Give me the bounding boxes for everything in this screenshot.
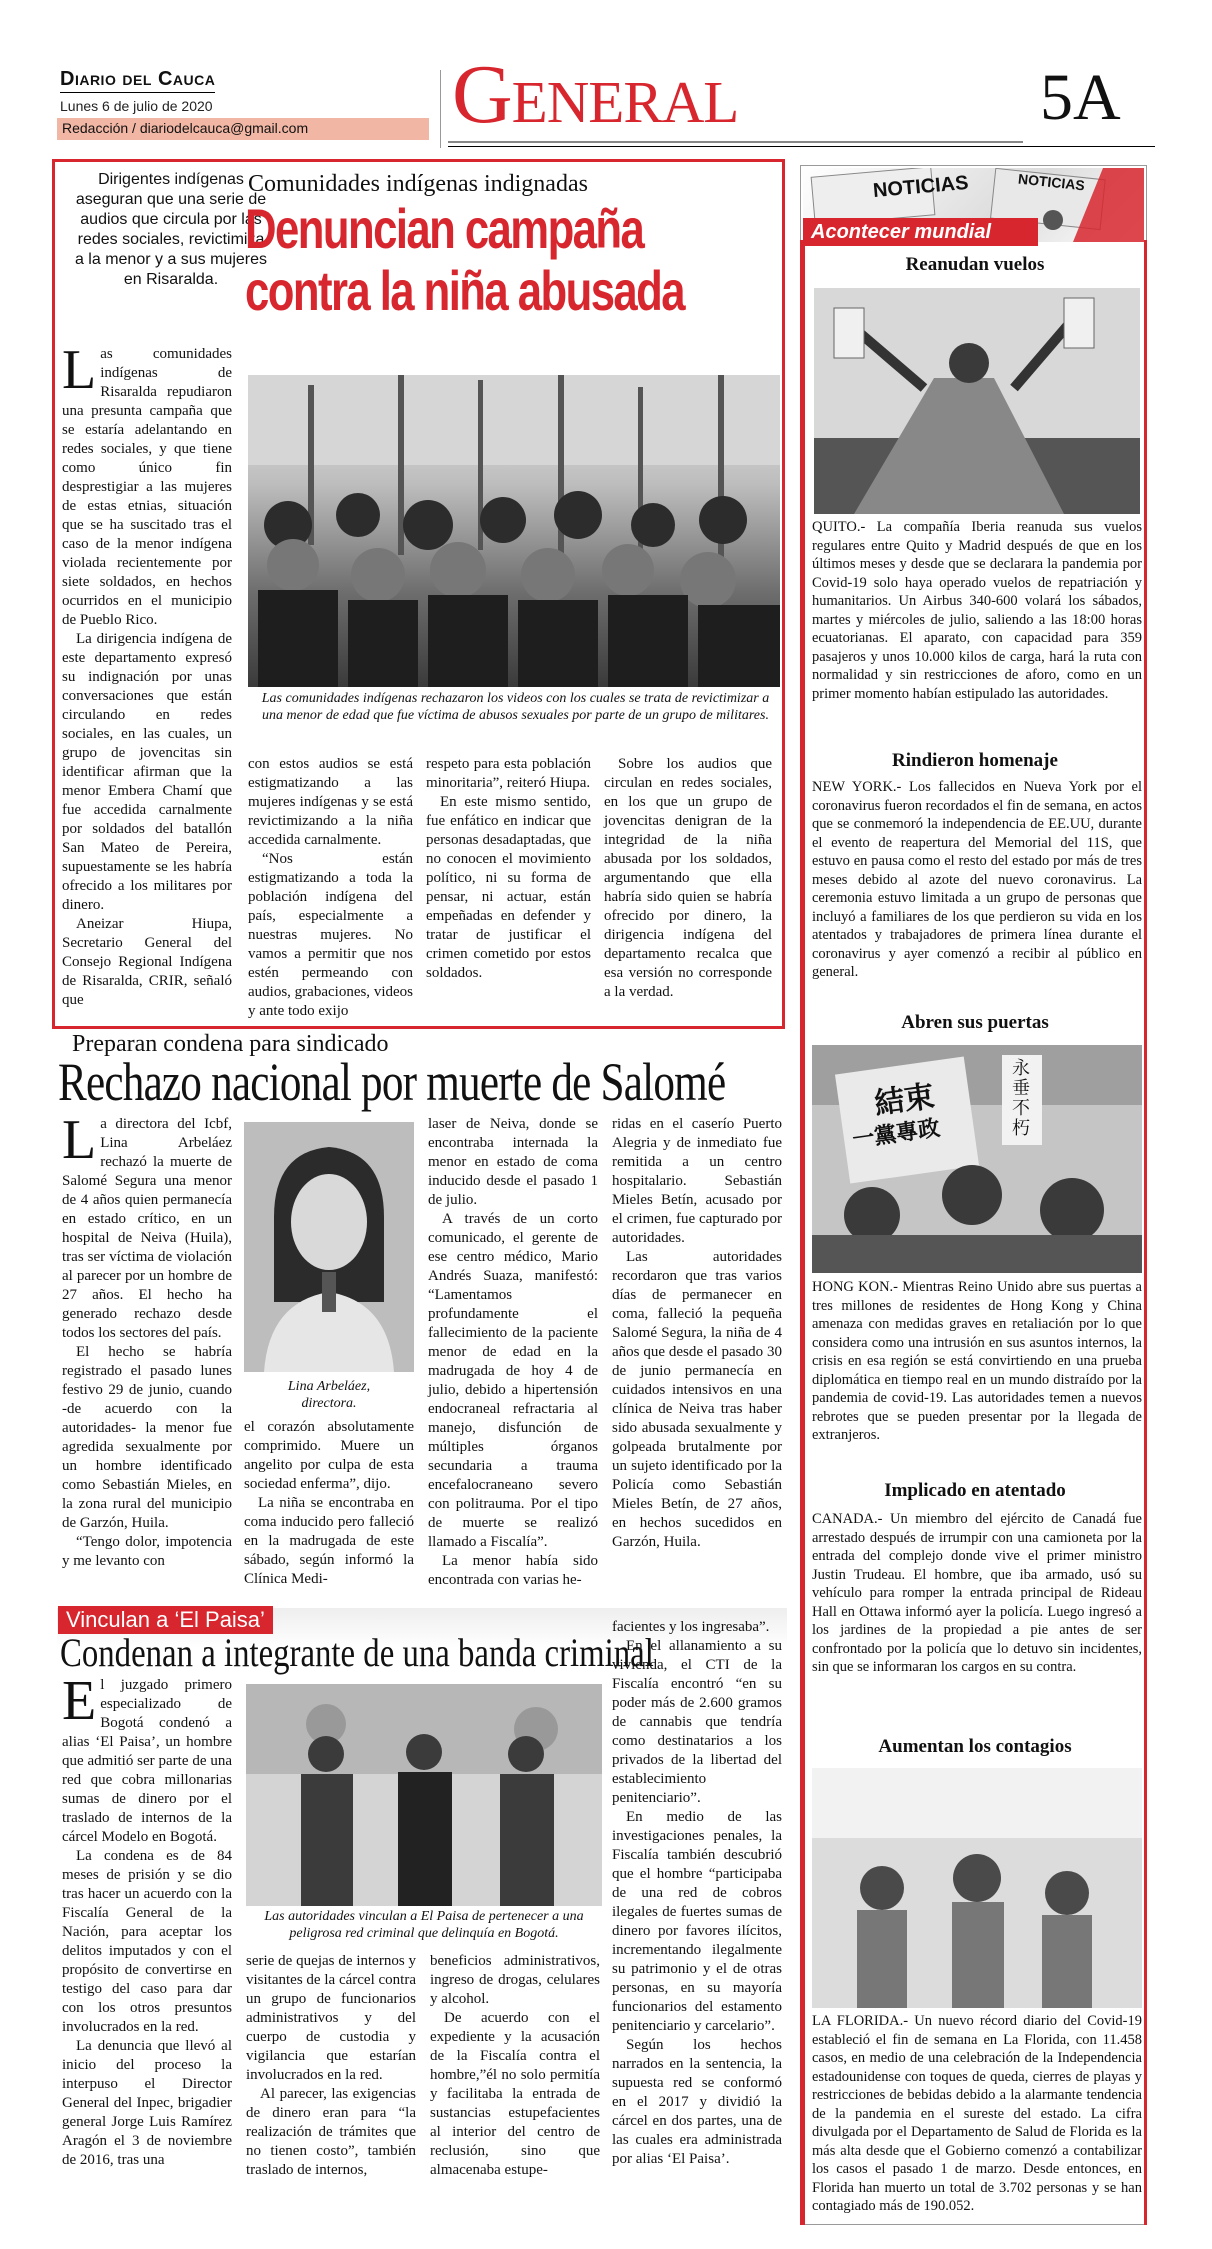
story3-col2-p1: serie de quejas de internos y visitantes de la cárcel contra un grupo de funcionarios administrativos y del cuerpo de custodia y vigilancia que estarían involucrados en la red.	[246, 1953, 416, 2083]
story1-col2-p1: con estos audios se está estigmatizando a las mujeres indígenas y se está revictimizando a la niña accedida carnalmente.	[248, 756, 413, 848]
story1-col2-p2: “Nos están estigmatizando a toda la población indígena del país, especialmente a nuestras mujeres. No vamos a permitir que nos estén permeando con audios, grabaciones, videos y ante todo exijo	[248, 851, 413, 1019]
story2-headline: Rechazo nacional por muerte de Salomé	[58, 1052, 726, 1112]
story2-caption	[244, 1378, 414, 1412]
story1-col4	[604, 755, 772, 1002]
story3-col4-p1: facientes y los ingresaba”.	[612, 1619, 770, 1635]
story1-col2	[248, 755, 413, 1021]
brief-title-3: Abren sus puertas	[901, 1012, 1049, 1033]
story2-col1-p1: La directora del Icbf, Lina Arbeláez rechazó la muerte de Salomé Segura una menor de 4 años quien permanecía en estado crítico, en un hospital de Neiva (Huila), tras ser víctima de violación al parecer por un hombre de 27 años. El hecho ha generado rechazo desde todos los sectores del país.	[62, 1109, 232, 1341]
brief-title-5: Aumentan los contagios	[878, 1736, 1072, 1757]
story2-col4-p1: ridas en el caserío Puerto Alegria y de inmediato fue remitida a un centro hospitalario. Sebastián Mieles Betín, acusado por el crimen, fue capturado por autoridades.	[612, 1116, 782, 1246]
protest-crowd-svg	[248, 375, 780, 687]
story2-col2-p1: el corazón absolutamente comprimido. Muere un angelito por culpa de esta sociedad enferma”, dijo.	[244, 1419, 414, 1492]
story1-col1-p3: Aneizar Hiupa, Secretario General del Consejo Regional Indígena de Risaralda, CRIR, señaló que	[62, 916, 232, 1008]
masthead-logo	[60, 68, 215, 93]
story3-col3-p2: De acuerdo con el expediente y la acusación de la Fiscalía contra el hombre,”él no solo permitía y facilitaba la entrada de sustancias estupefacientes al interior del centro de reclusión, sino que almacenaba estupe-	[430, 2010, 600, 2178]
story3-col1	[62, 1670, 232, 2170]
story2-col3-p3: La menor había sido encontrada con varias he-	[428, 1553, 598, 1588]
story3-col4	[612, 1618, 782, 2169]
story3-caption: Las autoridades vinculan a El Paisa de pertenecer a una peligrosa red criminal que delinquía en Bogotá.	[264, 1909, 584, 1941]
story1-col3	[426, 755, 591, 983]
story1-caption: Las comunidades indígenas rechazaron los videos con los cuales se trata de revictimizar a una menor de edad que fue víctima de abusos sexuales por parte de un grupo de militares.	[261, 691, 770, 723]
indigenous-protest-photo	[248, 375, 780, 687]
headline-line-2: contra la niña abusada	[245, 259, 685, 322]
story3-tag: Vinculan a ‘El Paisa’	[58, 1606, 273, 1634]
flight-svg	[814, 288, 1140, 514]
brief-body-1: QUITO.- La compañía Iberia reanuda sus vuelos regulares entre Quito y Madrid después de que en los últimos meses y desde que se declarara la pandemia por Covid-19 solo haya operado vuelos de repatriación y humanitarios. Un Airbus 340-600 volará los sábados, martes y miércoles de julio, saliendo a las 18:00 horas ecuatorianas. El aparato, con capacidad para 359 pasajeros y unos 10.000 kilos de carga, hará la ruta con normalidad y sin restricciones de aforo, como en un primer momento habían estipulado las autoridades.	[812, 519, 1142, 702]
caption-name: Lina Arbeláez,	[287, 1379, 371, 1394]
story1-lede: Dirigentes indígenas aseguran que una serie de audios que circula por las redes sociales, revictimiza a la menor y a sus mujeres en Risaralda.	[74, 171, 268, 288]
story1-col3-p1: respeto para esta población minoritaria”, reiteró Hiupa.	[426, 756, 591, 791]
brief-body-3: HONG KON.- Mientras Reino Unido abre sus puertas a tres millones de residentes de Hong Kong y China amenaza con medidas graves en retaliación por lo que considera como una intrusión en sus asuntos internos, la crisis en esa región se está convirtiendo en una prueba diplomática en tiempo real en un mundo distraído por la pandemia de covid-19. Las autoridades temen a nuevos rebrotes que se pueden presentar por la llegada de extranjeros.	[812, 1279, 1142, 1443]
florida-crowd-photo	[812, 1768, 1142, 2008]
header-divider	[440, 70, 441, 148]
story2-col2-p2: La niña se encontraba en coma inducido pero falleció en la madrugada de este sábado, según informó la Clínica Medi-	[244, 1495, 414, 1587]
story3-col1-p1: El juzgado primero especializado de Bogotá condenó a alias ‘El Paisa’, un hombre que admitió ser parte de una red que cobra millonarias sumas de dinero por el traslado de internos de la cárcel Modelo en Bogotá.	[62, 1670, 232, 1845]
story2-col4-p2: Las autoridades recordaron que tras varios días de permanecer en coma, falleció la pequeña Salomé Segura, la niña de 4 años que desde el pasado 30 de junio permanecía en cuidados intensivos en una clínica de Neiva tras haber sido abusada sexualmente y golpeada brutalmente por un sujeto identificado por la Policía como Sebastián Mieles Betín, de 27 años, en hechos sucedidos en Garzón, Huila.	[612, 1249, 782, 1550]
hk-sign-3: 永垂不朽	[1012, 1058, 1030, 1139]
paper-name: Diario del Cauca	[60, 68, 216, 90]
brief-title-2: Rindieron homenaje	[892, 750, 1058, 771]
story2-col1-p2: El hecho se habría registrado el pasado lunes festivo 29 de junio, cuando -de acuerdo con la autoridades- la menor fue agredida sexualmente por un hombre identificado como Sebastián Mieles, en la zona rural del municipio de Garzón, Huila.	[62, 1344, 232, 1531]
lina-arbelaez-portrait	[244, 1122, 414, 1372]
sidebar-accent	[800, 240, 805, 2225]
brief-title-4: Implicado en atentado	[884, 1480, 1066, 1501]
sign-noticias-2: NOTICIAS	[1017, 170, 1086, 194]
issue-date: Lunes 6 de julio de 2020	[60, 98, 213, 114]
story3-col1-p2: La condena es de 84 meses de prisión y se dio tras hacer un acuerdo con la Fiscalía General de la Nación, para aceptar los delitos imputados y con el propósito de convertirse en testigo del caso para dar con los otros presuntos involucrados en la red.	[62, 1848, 232, 2035]
story2-col1-p3: “Tengo dolor, impotencia y me levanto con	[62, 1534, 232, 1569]
story3-col3	[430, 1952, 600, 2180]
section-title: General	[452, 48, 739, 141]
hk-sign-1: 結束	[872, 1078, 937, 1122]
iberia-flight-photo	[814, 288, 1140, 514]
story2-col1	[62, 1109, 232, 1571]
story1-col1	[62, 339, 232, 1010]
sidebar-accent-right	[1144, 240, 1147, 2225]
story3-col3-p1: beneficios administrativos, ingreso de drogas, celulares y alcohol.	[430, 1953, 600, 2007]
story2-col3	[428, 1115, 598, 1590]
acontecer-mundial-banner: Acontecer mundial	[803, 218, 1038, 246]
story2-col3-p2: A través de un corto comunicado, el gerente de ese centro médico, Mario Andrés Suaza, manifestó: “Lamentamos profundamente el fallecimiento de la paciente menor de edad en la madrugada de hoy 4 de julio, debido a hipertensión endocraneal refractaria al manejo, disfunción de múltiples órganos secundaria a trauma encefalocraneano severo con politrauma. Por el tipo de muerte se realizó llamado a Fiscalía”.	[428, 1211, 598, 1550]
story3-col4-p3: En medio de las investigaciones penales, la Fiscalía también descubrió que el hombre “participaba de una red de cobros ilegales de fuertes sumas de dinero por favores ilícitos, incrementando ilegalmente su patrimonio y el de otras personas, en su mayoría funcionarios del estamento penitenciario y carcelario”.	[612, 1809, 782, 2034]
hong-kong-protest-photo	[812, 1045, 1142, 1273]
police-arrest-photo	[246, 1684, 602, 1906]
headline-line-1: Denuncian campaña	[245, 197, 644, 260]
story1-col4-p1: Sobre los audios que circulan en redes sociales, en los que un grupo de jovencitas denigran de la integridad de la niña abusada por los soldados, argumentando que ella habría sido quien se habría ofrecido por dinero, la dirigencia indígena del departamento recalca que esa versión no corresponde a la verdad.	[604, 756, 772, 1000]
story3-col2	[246, 1952, 416, 2180]
caption-role: directora.	[301, 1396, 357, 1411]
story3-col4-p2: En el allanamiento a su vivienda, el CTI de la Fiscalía encontró “en su poder más de 2.600 gramos de cannabis que tendría como destinatarios a los privados de la libertad del establecimiento penitenciario”.	[612, 1638, 782, 1806]
header-rule-2	[448, 146, 1155, 147]
hk-svg	[812, 1045, 1142, 1273]
arrest-svg	[246, 1684, 602, 1906]
brief-title-1: Reanudan vuelos	[905, 254, 1045, 275]
story1-headline	[245, 197, 685, 322]
portrait-svg	[244, 1122, 414, 1372]
story1-col3-p2: En este mismo sentido, fue enfático en indicar que personas desadaptadas, que no conocen el movimiento político, ni su forma de pensar, ni actuar, están empeñadas en defender y tratar de justificar el crimen cometido por estos soldados.	[426, 794, 591, 981]
story3-col2-p2: Al parecer, las exigencias de dinero eran para “la realización de trámites que no tienen costo”, también traslado de internos,	[246, 2086, 416, 2178]
florida-svg	[812, 1768, 1142, 2008]
brief-body-5: LA FLORIDA.- Un nuevo récord diario del Covid-19 estableció el fin de semana en La Florida, con 11.458 casos, en medio de una celebración de la Independencia estadounidense con toques de queda, cierres de playas y restricciones de bebidas debido a la alarmante tendencia de la pandemia en el sureste del estado. La cifra divulgada por el Departamento de Salud de Florida es la más alta desde que el Gobierno comenzó a contabilizar los casos el pasado 1 de marzo. Desde entonces, en Florida han muerto un total de 3.702 personas y se han contagiado más de 190.052.	[812, 2013, 1142, 2214]
story2-col3-p1: laser de Neiva, donde se encontraba internada la menor en estado de coma inducido desde el pasado 1 de julio.	[428, 1116, 598, 1208]
contact-line: Redacción / diariodelcauca@gmail.com	[62, 120, 309, 136]
story1-col1-p1: Las comunidades indígenas de Risaralda repudiaron una presunta campaña que se estaría adelantando en redes sociales, y que tiene como único fin desprestigiar a las mujeres de estas etnias, situación que se ha suscitado tras el caso de la menor indígena violada recientemente por siete soldados, en hechos ocurridos en el municipio de Pueblo Rico.	[62, 339, 232, 628]
brief-body-4: CANADA.- Un miembro del ejército de Canadá fue arrestado después de irrumpir con una camioneta por la entrada del complejo donde vive el primer ministro Justin Trudeau. El hombre, que iba armado, usó su vehículo para romper la entrada principal de Rideau Hall en Ottawa informó ayer la policía. Luego ingresó a los jardines de la propiedad a pie antes de ser confrontado por la policía que lo detuvo sin incidentes, sin que se informaran los cargos en su contra.	[812, 1511, 1142, 1675]
story3-col1-p3: La denuncia que llevó al inicio del proceso la interpuso el Director General del Inpec, brigadier general Jorge Luis Ramírez Aragón el 3 de noviembre de 2016, tras una	[62, 2038, 232, 2168]
header-rule	[448, 141, 1023, 143]
story1-kicker: Comunidades indígenas indignadas	[248, 171, 588, 197]
story3-col4-p4: Según los hechos narrados en la sentencia, la supuesta red se conformó en el 2017 y dividió la cárcel en dos partes, una de las cuales era administrada por alias ‘El Paisa’.	[612, 2037, 782, 2167]
brief-body-2: NEW YORK.- Los fallecidos en Nueva York por el coronavirus fueron recordados el fin de semana, en actos que se conmemoró la independencia de EE.UU, durante el evento de reapertura del Memorial del 11S, que estuvo en pausa como el resto del estado por más de tres meses debido al azote del nuevo coronavirus. La ceremonia estuvo limitada a un grupo de personas que incluyó a familiares de los que perdieron su vida en los atentados y trabajadores de primera línea durante el coronavirus y ayer comenzó a recibir al público en general.	[812, 779, 1142, 980]
story2-col2	[244, 1418, 414, 1589]
hk-sign-2: 一黨專政	[850, 1115, 942, 1153]
story2-kicker: Preparan condena para sindicado	[72, 1031, 389, 1057]
story1-col1-p2: La dirigencia indígena de este departamento expresó su indignación por unas conversaciones que están circulando en redes sociales, en las cuales, un grupo de jovencitas sin identificar afirman que la menor Embera Chamí que fue accedida carnalmente por soldados del batallón San Mateo de Pereira, supuestamente se les habría ofrecido a los militares por dinero.	[62, 631, 232, 913]
story3-headline: Condenan a integrante de una banda criminal	[60, 1630, 654, 1675]
sign-noticias-1: NOTICIAS	[872, 171, 970, 203]
story2-col4	[612, 1115, 782, 1552]
page-number: 5A	[1040, 61, 1121, 134]
